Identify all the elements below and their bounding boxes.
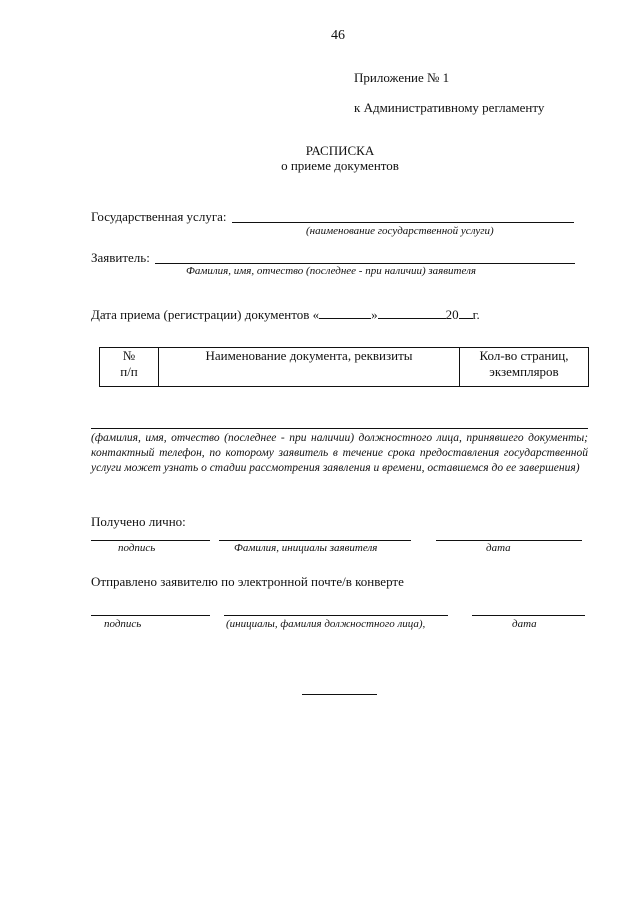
applicant-label: Заявитель: (91, 250, 150, 265)
col-pages-line2: экземпляров (489, 364, 559, 379)
document-subtitle: о приеме документов (281, 158, 399, 173)
service-input-line (232, 222, 574, 223)
service-caption: (наименование государственной услуги) (306, 225, 494, 237)
date-day-blank (319, 307, 371, 319)
sent-label: Отправлено заявителю по электронной почте/в конверте (91, 574, 404, 589)
col-pages-line1: Кол-во страниц, (479, 348, 569, 363)
sent-sign-caption: подпись (104, 618, 142, 630)
appendix-subtitle: к Административному регламенту (354, 100, 545, 115)
received-sign-line (91, 540, 210, 541)
received-name-line (219, 540, 411, 541)
official-input-line (91, 428, 588, 429)
sent-date-caption: дата (512, 618, 537, 630)
closing-separator (302, 694, 377, 695)
sent-sign-line (91, 615, 210, 616)
service-label: Государственная услуга: (91, 209, 227, 224)
applicant-caption: Фамилия, имя, отчество (последнее - при наличии) заявителя (186, 265, 477, 277)
date-year-blank (459, 307, 473, 319)
col-document-header (159, 348, 460, 387)
date-year-prefix: 20 (445, 307, 459, 322)
received-date-caption: дата (486, 542, 511, 554)
received-date-line (436, 540, 582, 541)
col-number-header (100, 348, 159, 387)
appendix-title: Приложение № 1 (354, 70, 450, 85)
received-sign-caption: подпись (118, 542, 156, 554)
date-mid: » (371, 307, 378, 322)
official-note: (фамилия, имя, отчество (последнее - при наличии) должностного лица, принявшего документы; контактный телефон, по которому заявитель в течение срока предоставления государственной услуги может узнать о стадии рассмотрения заявления и времени, оставшемся до ее завершения) (91, 432, 588, 474)
document-title: РАСПИСКА (305, 143, 375, 158)
applicant-input-line (155, 263, 575, 264)
date-line (91, 307, 480, 323)
col-number-line2: п/п (120, 364, 138, 379)
col-document-label: Наименование документа, реквизиты (205, 348, 413, 363)
documents-table (99, 347, 589, 387)
received-name-caption: Фамилия, инициалы заявителя (234, 542, 378, 554)
date-suffix: г. (472, 307, 480, 322)
sent-name-caption: (инициалы, фамилия должностного лица), (226, 618, 426, 630)
received-label: Получено лично: (91, 514, 186, 529)
sent-date-line (472, 615, 585, 616)
sent-name-line (224, 615, 448, 616)
date-prefix: Дата приема (регистрации) документов « (91, 307, 320, 322)
col-number-line1: № (122, 348, 136, 363)
col-pages-header (460, 348, 589, 387)
page-number: 46 (331, 28, 345, 43)
date-month-blank (378, 307, 446, 319)
